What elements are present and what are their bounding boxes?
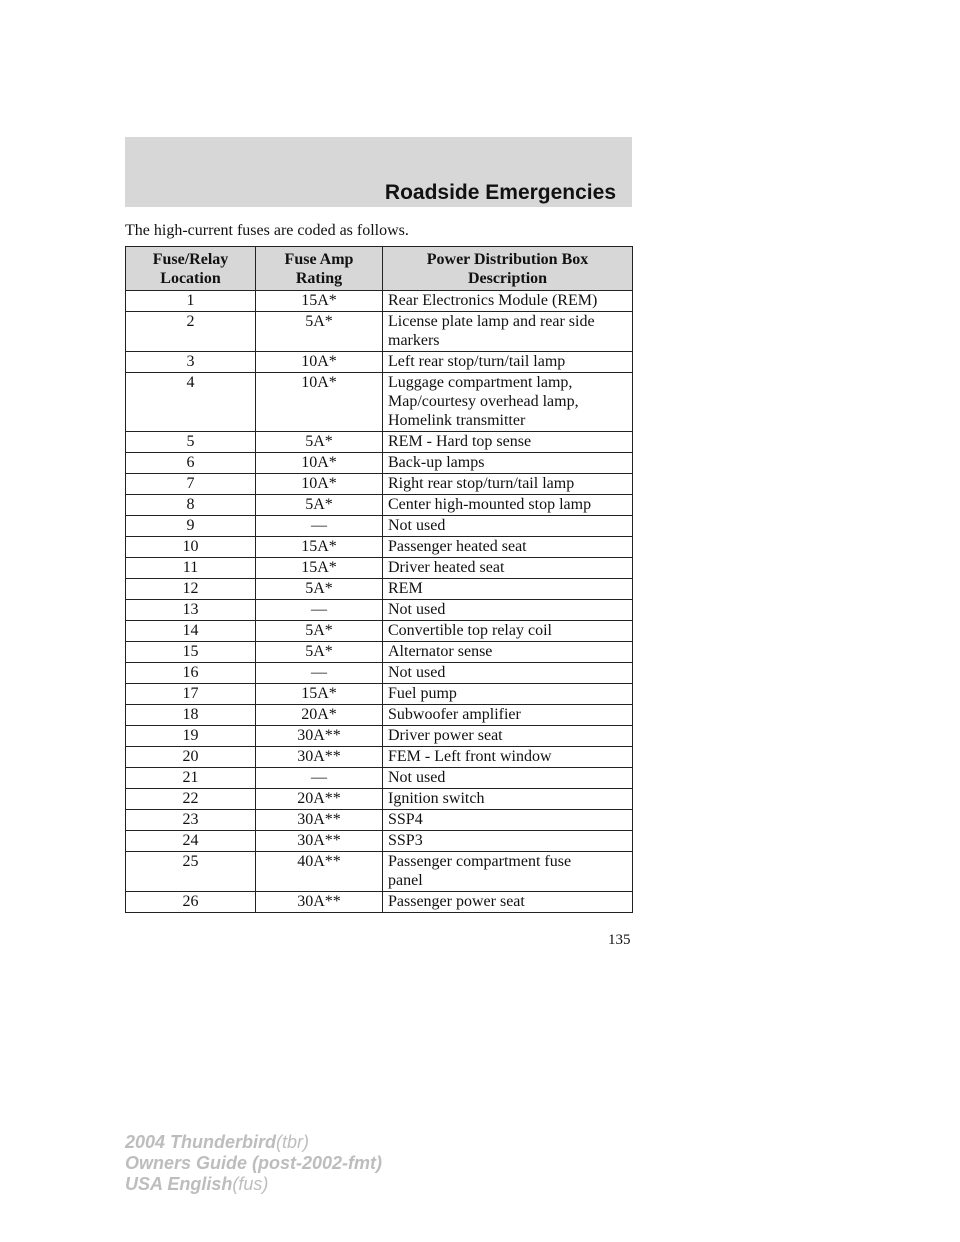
- fuse-rating-cell: 10A*: [256, 352, 383, 373]
- footer-line: [125, 1174, 382, 1195]
- description-line: Convertible top relay coil: [388, 622, 552, 639]
- description-line: Left rear stop/turn/tail lamp: [388, 353, 566, 370]
- table-row: [126, 474, 633, 495]
- table-row: [126, 705, 633, 726]
- description-line: REM - Hard top sense: [388, 433, 532, 450]
- fuse-location-cell: 19: [126, 726, 256, 747]
- description-line: REM: [388, 580, 423, 597]
- description-line: Right rear stop/turn/tail lamp: [388, 475, 575, 492]
- fuse-rating-cell: 15A*: [256, 558, 383, 579]
- description-line: Not used: [388, 769, 446, 786]
- table-row: [126, 642, 633, 663]
- fuse-location-cell: 22: [126, 789, 256, 810]
- fuse-location-cell: 10: [126, 537, 256, 558]
- description-line: Rear Electronics Module (REM): [388, 292, 598, 309]
- fuse-rating-cell: 5A*: [256, 642, 383, 663]
- fuse-description-cell: [383, 312, 633, 352]
- table-row: [126, 352, 633, 373]
- fuse-location-cell: 15: [126, 642, 256, 663]
- table-row: [126, 789, 633, 810]
- fuse-location-cell: 12: [126, 579, 256, 600]
- footer-code: (fus): [232, 1174, 269, 1194]
- description-line: FEM - Left front window: [388, 748, 552, 765]
- fuse-table: [125, 246, 633, 913]
- fuse-rating-cell: 5A*: [256, 621, 383, 642]
- description-line: markers: [388, 332, 440, 349]
- fuse-rating-cell: 10A*: [256, 373, 383, 432]
- fuse-rating-cell: 30A**: [256, 810, 383, 831]
- table-row: [126, 516, 633, 537]
- fuse-rating-cell: 20A*: [256, 705, 383, 726]
- fuse-rating-cell: —: [256, 516, 383, 537]
- fuse-description-cell: [383, 789, 633, 810]
- description-line: Ignition switch: [388, 790, 485, 807]
- table-row: [126, 663, 633, 684]
- description-line: panel: [388, 872, 423, 889]
- description-line: Alternator sense: [388, 643, 493, 660]
- fuse-location-cell: 5: [126, 432, 256, 453]
- fuse-description-cell: [383, 373, 633, 432]
- table-row: [126, 768, 633, 789]
- fuse-description-cell: [383, 495, 633, 516]
- footer-main: 2004 Thunderbird: [125, 1132, 277, 1152]
- description-line: Back-up lamps: [388, 454, 485, 471]
- table-row: [126, 747, 633, 768]
- description-line: SSP3: [388, 832, 423, 849]
- table-row: [126, 831, 633, 852]
- fuse-description-cell: [383, 684, 633, 705]
- page-number: 135: [608, 932, 631, 948]
- table-row: [126, 373, 633, 432]
- table-row: [126, 312, 633, 352]
- fuse-rating-cell: 20A**: [256, 789, 383, 810]
- footer-main: Owners Guide (post-2002-fmt): [125, 1153, 383, 1173]
- fuse-location-cell: 25: [126, 852, 256, 892]
- table-row: [126, 621, 633, 642]
- fuse-rating-cell: —: [256, 600, 383, 621]
- header-location-line: Fuse/Relay: [152, 251, 229, 268]
- fuse-rating-cell: —: [256, 663, 383, 684]
- header-description-line: Power Distribution Box: [426, 251, 589, 268]
- description-line: Not used: [388, 601, 446, 618]
- fuse-description-cell: [383, 453, 633, 474]
- fuse-rating-cell: 30A**: [256, 892, 383, 913]
- fuse-location-cell: 4: [126, 373, 256, 432]
- table-row: [126, 579, 633, 600]
- fuse-description-cell: [383, 726, 633, 747]
- description-line: Center high-mounted stop lamp: [388, 496, 592, 513]
- description-line: Driver power seat: [388, 727, 503, 744]
- table-row: [126, 852, 633, 892]
- fuse-description-cell: [383, 810, 633, 831]
- table-row: [126, 726, 633, 747]
- fuse-description-cell: [383, 663, 633, 684]
- table-row: [126, 600, 633, 621]
- description-line: Fuel pump: [388, 685, 457, 702]
- fuse-location-cell: 17: [126, 684, 256, 705]
- header-rating-line: Fuse Amp: [284, 251, 354, 268]
- fuse-description-cell: [383, 558, 633, 579]
- fuse-location-cell: 7: [126, 474, 256, 495]
- footer-main: USA English: [125, 1174, 233, 1194]
- fuse-description-cell: [383, 768, 633, 789]
- fuse-rating-cell: 15A*: [256, 684, 383, 705]
- fuse-rating-cell: 40A**: [256, 852, 383, 892]
- fuse-location-cell: 23: [126, 810, 256, 831]
- fuse-location-cell: 8: [126, 495, 256, 516]
- description-line: Not used: [388, 517, 446, 534]
- table-row: [126, 291, 633, 312]
- fuse-location-cell: 1: [126, 291, 256, 312]
- description-line: Subwoofer amplifier: [388, 706, 521, 723]
- fuse-description-cell: [383, 432, 633, 453]
- description-line: License plate lamp and rear side: [388, 313, 595, 330]
- fuse-location-cell: 6: [126, 453, 256, 474]
- description-line: Not used: [388, 664, 446, 681]
- fuse-description-cell: [383, 600, 633, 621]
- fuse-rating-cell: 15A*: [256, 291, 383, 312]
- fuse-rating-cell: 30A**: [256, 726, 383, 747]
- description-line: Homelink transmitter: [388, 412, 526, 429]
- fuse-description-cell: [383, 747, 633, 768]
- intro-text: The high-current fuses are coded as follows.: [125, 222, 409, 239]
- fuse-description-cell: [383, 537, 633, 558]
- fuse-rating-cell: 5A*: [256, 432, 383, 453]
- fuse-location-cell: 2: [126, 312, 256, 352]
- fuse-location-cell: 24: [126, 831, 256, 852]
- fuse-location-cell: 20: [126, 747, 256, 768]
- description-line: Luggage compartment lamp,: [388, 374, 573, 391]
- description-line: Passenger power seat: [388, 893, 525, 910]
- fuse-rating-cell: 15A*: [256, 537, 383, 558]
- fuse-location-cell: 16: [126, 663, 256, 684]
- header-location: [126, 247, 256, 291]
- header-rating: [256, 247, 383, 291]
- fuse-location-cell: 9: [126, 516, 256, 537]
- fuse-location-cell: 3: [126, 352, 256, 373]
- header-location-line: Location: [160, 270, 221, 287]
- table-row: [126, 558, 633, 579]
- fuse-description-cell: [383, 291, 633, 312]
- footer-code: (tbr): [276, 1132, 310, 1152]
- description-line: Passenger compartment fuse: [388, 853, 572, 870]
- description-line: Map/courtesy overhead lamp,: [388, 393, 579, 410]
- description-line: Passenger heated seat: [388, 538, 527, 555]
- footer-line: [125, 1153, 382, 1174]
- fuse-location-cell: 13: [126, 600, 256, 621]
- fuse-description-cell: [383, 579, 633, 600]
- section-title: Roadside Emergencies: [384, 181, 616, 204]
- fuse-description-cell: [383, 852, 633, 892]
- header-rating-line: Rating: [295, 270, 343, 287]
- fuse-location-cell: 21: [126, 768, 256, 789]
- table-row: [126, 453, 633, 474]
- fuse-description-cell: [383, 352, 633, 373]
- fuse-location-cell: 14: [126, 621, 256, 642]
- footer-line: [125, 1132, 382, 1153]
- document-footer: [125, 1132, 382, 1195]
- fuse-rating-cell: 30A**: [256, 831, 383, 852]
- header-row: [126, 247, 633, 291]
- table-row: [126, 810, 633, 831]
- fuse-rating-cell: 5A*: [256, 579, 383, 600]
- table-row: [126, 892, 633, 913]
- header-description-line: Description: [467, 270, 548, 287]
- fuse-description-cell: [383, 474, 633, 495]
- fuse-rating-cell: —: [256, 768, 383, 789]
- table-row: [126, 495, 633, 516]
- fuse-description-cell: [383, 621, 633, 642]
- description-line: SSP4: [388, 811, 423, 828]
- table-row: [126, 432, 633, 453]
- fuse-location-cell: 11: [126, 558, 256, 579]
- header-description: [383, 247, 633, 291]
- table-row: [126, 537, 633, 558]
- fuse-rating-cell: 5A*: [256, 495, 383, 516]
- fuse-location-cell: 26: [126, 892, 256, 913]
- fuse-rating-cell: 10A*: [256, 474, 383, 495]
- fuse-table-header: [126, 247, 633, 291]
- description-line: Driver heated seat: [388, 559, 505, 576]
- fuse-rating-cell: 10A*: [256, 453, 383, 474]
- fuse-rating-cell: 5A*: [256, 312, 383, 352]
- fuse-rating-cell: 30A**: [256, 747, 383, 768]
- fuse-description-cell: [383, 831, 633, 852]
- fuse-description-cell: [383, 892, 633, 913]
- table-row: [126, 684, 633, 705]
- fuse-description-cell: [383, 642, 633, 663]
- fuse-table-body: [126, 291, 633, 913]
- fuse-description-cell: [383, 705, 633, 726]
- fuse-location-cell: 18: [126, 705, 256, 726]
- section-header-banner: [125, 137, 632, 207]
- fuse-description-cell: [383, 516, 633, 537]
